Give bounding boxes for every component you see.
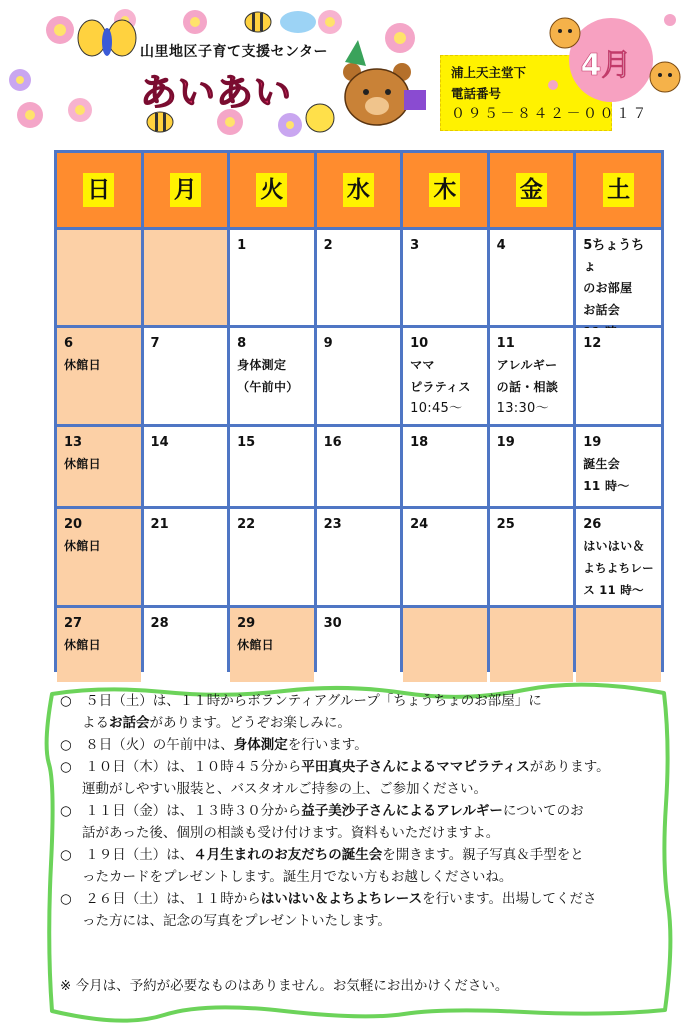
calendar-day-cell: [576, 427, 661, 506]
logo-title: あいあい: [140, 71, 292, 114]
calendar-day-cell: [230, 427, 314, 506]
calendar-day-cell: [57, 427, 141, 506]
weekday-header-thursday: 木: [403, 153, 487, 227]
calendar-day-cell: [144, 509, 228, 605]
day-number: 4: [496, 238, 506, 253]
day-number: 19: [496, 435, 515, 450]
calendar-day-cell: [317, 230, 401, 325]
note-text: ○ １０日（木）は、１０時４５分から: [60, 759, 302, 775]
event-text: の話・相談: [496, 380, 559, 394]
note-text: ○ ２６日（土）は、１１時から: [60, 891, 261, 907]
day-number: 26: [583, 517, 602, 532]
note-item: [60, 756, 672, 800]
day-number: 20: [64, 517, 83, 532]
calendar-grid: [54, 150, 664, 672]
calendar-day-cell: [144, 230, 228, 325]
day-number: 12: [583, 336, 602, 351]
note-line-continued: [60, 910, 672, 932]
note-text: 話があった後、個別の相談も受け付けます。資料もいただけますよ。: [82, 825, 500, 841]
note-line: [60, 756, 672, 778]
calendar-day-cell: [403, 608, 487, 682]
day-number: 14: [150, 435, 169, 450]
note-item: [60, 734, 672, 756]
day-number: 3: [410, 238, 420, 253]
calendar-day-cell: [317, 509, 401, 605]
contact-phone: ０９５－８４２－００１７: [451, 106, 649, 122]
notes-section: [60, 690, 672, 1008]
note-highlight: はいはい＆よちよちレース: [260, 891, 423, 907]
calendar-day-cell: [317, 328, 401, 424]
calendar-day-cell: [403, 230, 487, 325]
note-line-continued: [60, 866, 672, 888]
note-text: を開きます。親子写真＆手型をと: [382, 847, 584, 863]
event-text: 11 時～: [583, 479, 630, 493]
event-text: ママ: [410, 358, 435, 372]
day-number: 28: [150, 616, 169, 631]
event-text: 休館日: [64, 457, 101, 471]
footer-note: ※ 今月は、予約が必要なものはありません。お気軽にお出かけください。: [60, 978, 509, 994]
event-text: 10:45～: [410, 401, 463, 416]
note-text: 運動がしやすい服装と、バスタオルご持参の上、ご参加ください。: [82, 781, 487, 797]
weekday-header-tuesday: 火: [230, 153, 314, 227]
tiger-icon: [650, 62, 680, 92]
calendar-day-cell: [576, 608, 661, 682]
note-text: についてのお: [502, 803, 584, 819]
weekday-header-friday: 金: [490, 153, 574, 227]
calendar-day-cell: [57, 230, 141, 325]
calendar-day-cell: [403, 509, 487, 605]
note-line: [60, 844, 672, 866]
event-text: お話会: [583, 303, 621, 317]
event-text: 休館日: [237, 638, 274, 652]
note-line-continued: [60, 778, 672, 800]
note-highlight: 益子美沙子さんによるアレルギー: [301, 803, 503, 819]
event-text: 13:30～: [496, 401, 549, 416]
note-highlight: ４月生まれのお友だちの誕生会: [193, 847, 383, 863]
note-text: ○ １９日（土）は、: [60, 847, 194, 863]
day-number: 18: [410, 435, 429, 450]
calendar-day-cell: [490, 230, 574, 325]
day-number: 2: [323, 238, 333, 253]
event-text: ス 11 時～: [583, 583, 644, 597]
month-badge: 4月: [580, 48, 632, 83]
calendar-day-cell: [490, 328, 574, 424]
calendar-day-cell: [230, 230, 314, 325]
event-text: 誕生会: [583, 457, 621, 471]
calendar-day-cell: [144, 427, 228, 506]
calendar-day-cell: [57, 328, 141, 424]
contact-phone-label: 電話番号: [451, 86, 502, 101]
event-text: のお部屋: [583, 281, 633, 295]
day-number: 10: [410, 336, 429, 351]
note-highlight: 身体測定: [233, 737, 288, 753]
note-text: ○ ８日（火）の午前中は、: [60, 737, 234, 753]
calendar-day-cell: [403, 427, 487, 506]
calendar-day-cell: [144, 328, 228, 424]
note-item: [60, 844, 672, 888]
calendar-day-cell: [490, 427, 574, 506]
weekday-header-saturday: 土: [576, 153, 661, 227]
calendar-day-cell: [490, 509, 574, 605]
calendar-day-cell: [144, 608, 228, 682]
calendar-day-cell: [230, 328, 314, 424]
note-text: を行います。出場してくださ: [422, 891, 597, 907]
note-line-continued: [60, 712, 672, 734]
day-number: 23: [323, 517, 342, 532]
day-number: 21: [150, 517, 169, 532]
event-text: 休館日: [64, 539, 101, 553]
day-number: 7: [150, 336, 160, 351]
weekday-header-sunday: 日: [57, 153, 141, 227]
note-highlight: お話会: [109, 715, 150, 731]
note-text: よる: [82, 715, 109, 731]
note-line: [60, 888, 672, 910]
event-text: 休館日: [64, 358, 101, 372]
calendar-day-cell: [230, 608, 314, 682]
note-text: った方には、記念の写真をプレゼントいたします。: [82, 913, 391, 929]
weekday-header-wednesday: 水: [317, 153, 401, 227]
note-highlight: 平田真央子さんによるママピラティス: [301, 759, 530, 775]
calendar-day-cell: [317, 608, 401, 682]
note-text: があります。どうぞお楽しみに。: [149, 715, 351, 731]
day-number: 19: [583, 435, 602, 450]
calendar-day-cell: [576, 328, 661, 424]
note-item: [60, 888, 672, 932]
header: [0, 0, 693, 145]
event-text: ピラティス: [410, 380, 471, 394]
note-text: があります。: [529, 759, 610, 775]
note-line: [60, 734, 672, 756]
note-text: ○ １１日（金）は、１３時３０分から: [60, 803, 302, 819]
note-text: ○ ５日（土）は、１１時からボランティアグループ「ちょうちょのお部屋」に: [60, 693, 542, 709]
day-number: 27: [64, 616, 83, 631]
day-number: 16: [323, 435, 342, 450]
day-number: 6: [64, 336, 74, 351]
note-text: を行います。: [287, 737, 368, 753]
day-number: 5ちょうちょ: [583, 238, 645, 274]
event-text: （午前中）: [237, 380, 299, 394]
day-number: 15: [237, 435, 256, 450]
note-line-continued: [60, 822, 672, 844]
day-number: 1: [237, 238, 247, 253]
note-line: [60, 800, 672, 822]
event-text: アレルギー: [496, 358, 558, 372]
calendar-day-cell: [576, 509, 661, 605]
butterfly-icon: [78, 20, 136, 56]
event-text: はいはい＆: [583, 539, 645, 553]
calendar-day-cell: [57, 509, 141, 605]
note-text: ったカードをプレゼントします。誕生月でない方もお越しくださいね。: [82, 869, 513, 885]
day-number: 13: [64, 435, 83, 450]
cloud-icon: [280, 11, 316, 33]
note-item: [60, 690, 672, 734]
day-number: 22: [237, 517, 256, 532]
calendar-day-cell: [230, 509, 314, 605]
day-number: 9: [323, 336, 333, 351]
day-number: 8: [237, 336, 247, 351]
day-number: 11: [496, 336, 515, 351]
day-number: 24: [410, 517, 429, 532]
event-text: 休館日: [64, 638, 101, 652]
event-text: 身体測定: [237, 358, 287, 372]
contact-address: 浦上天主堂下: [451, 65, 527, 80]
note-item: [60, 800, 672, 844]
calendar-day-cell: [317, 427, 401, 506]
calendar-day-cell: [403, 328, 487, 424]
event-text: よちよちレー: [583, 561, 654, 575]
day-number: 25: [496, 517, 515, 532]
calendar-day-cell: [57, 608, 141, 682]
day-number: 29: [237, 616, 256, 631]
calendar-day-cell: [576, 230, 661, 325]
center-name: 山里地区子育て支援センター: [140, 44, 328, 60]
calendar-day-cell: [490, 608, 574, 682]
weekday-header-monday: 月: [144, 153, 228, 227]
day-number: 30: [323, 616, 342, 631]
note-line: [60, 690, 672, 712]
